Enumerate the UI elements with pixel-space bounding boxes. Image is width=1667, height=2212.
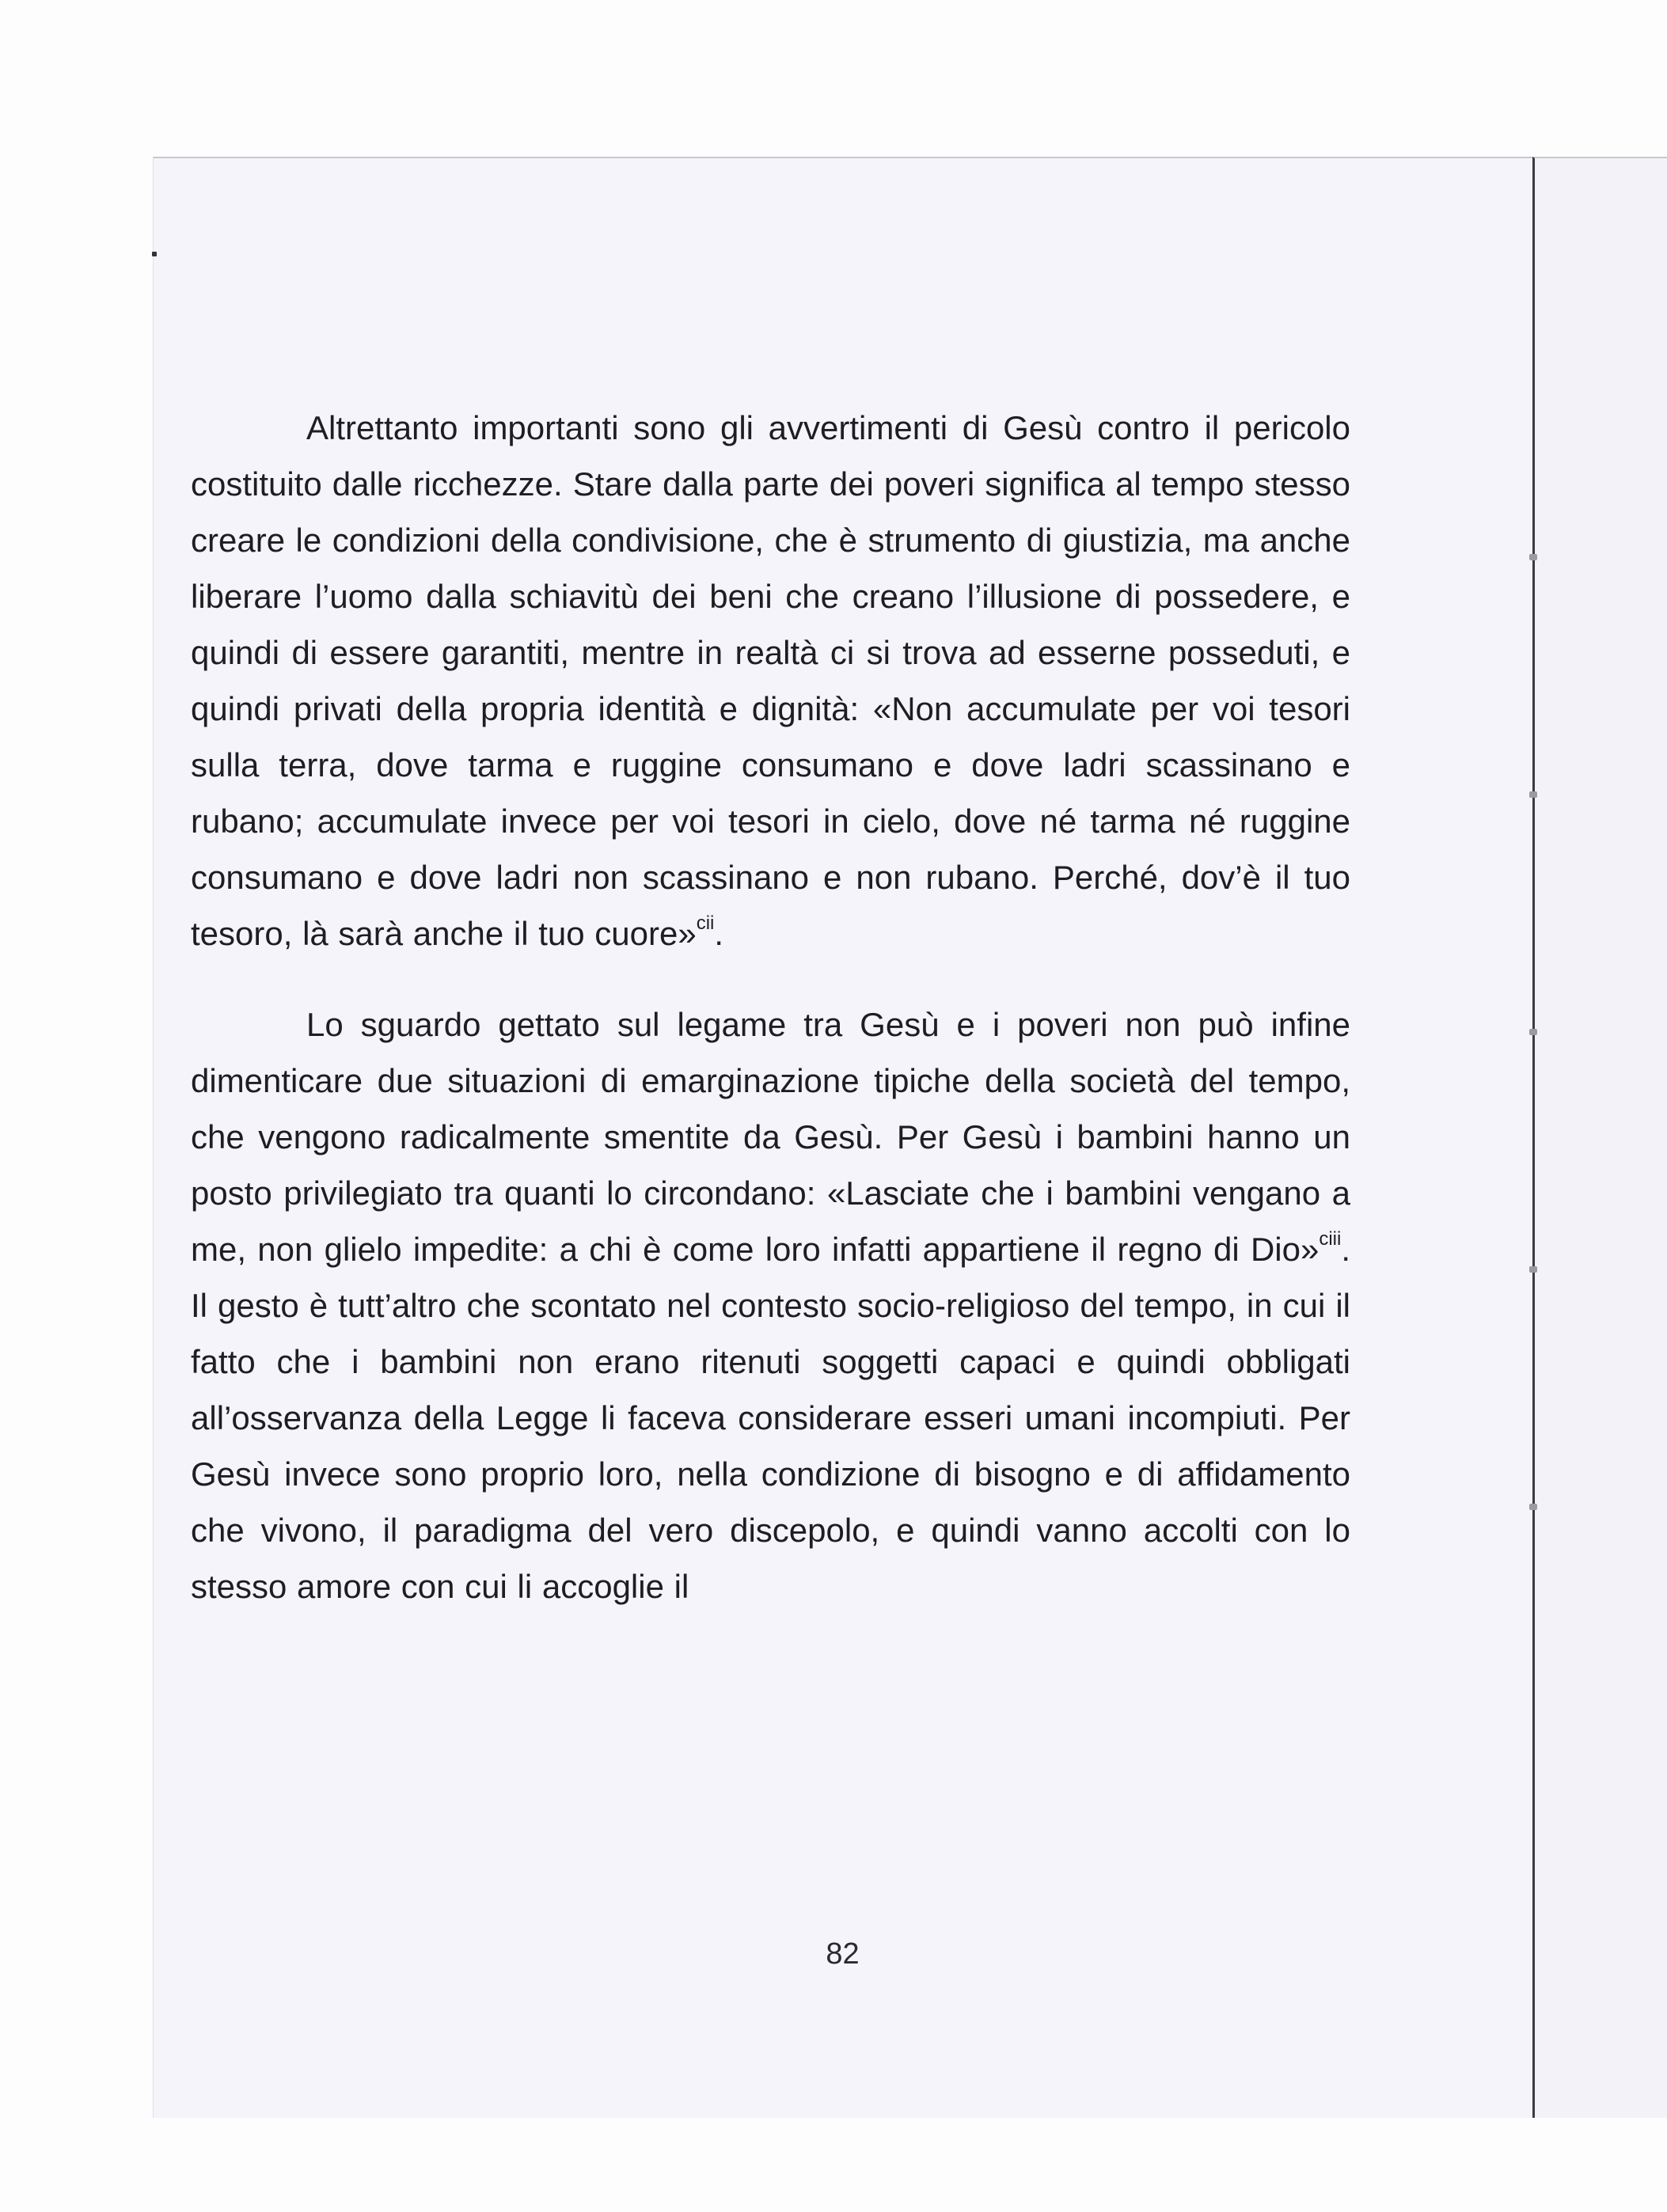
binding-stitch-mark <box>1529 554 1537 560</box>
binding-stitch-mark <box>1529 1504 1537 1510</box>
text-segment: . <box>714 915 724 952</box>
body-text <box>191 400 1350 1614</box>
binding-stitch-mark <box>1529 791 1537 798</box>
binding-stitch-mark <box>1529 1029 1537 1035</box>
text-segment: Lo sguardo gettato sul legame tra Gesù e i poveri non può infine dimenticare due situazioni di emarginazione tipiche della società del tempo, che vengono radicalmente smentite da Gesù. Per Gesù i bambini hanno un posto privilegiato tra quanti lo circondano: «Lasciate che i bambini vengano a me, non glielo impedite: a chi è come loro infatti appartiene il regno di Dio» <box>191 1006 1350 1268</box>
paragraph-children-emargination <box>191 996 1350 1614</box>
scan-dust-mark <box>152 252 157 256</box>
footnote-marker-cii[interactable]: cii <box>696 912 715 934</box>
adjacent-page-edge <box>1532 157 1667 2118</box>
text-segment: . Il gesto è tutt’altro che scontato nel contesto socio-religioso del tempo, in cui il fatto che i bambini non erano ritenuti soggetti capaci e quindi obbligati all’osservanza della Legge li faceva considerare esseri umani incompiuti. Per Gesù invece sono proprio loro, nella condizione di bisogno e di affidamento che vivono, il paradigma del vero discepolo, e quindi vanno accolti con lo stesso amore con cui li accoglie il <box>191 1231 1350 1605</box>
page-number: 82 <box>826 1937 860 1971</box>
paragraph-riches-warning <box>191 400 1350 962</box>
footnote-marker-ciii[interactable]: ciii <box>1319 1228 1342 1250</box>
text-segment: Altrettanto importanti sono gli avvertimenti di Gesù contro il pericolo costituito dalle ricchezze. Stare dalla parte dei poveri significa al tempo stesso creare le condizioni della condivisione, che è strumento di giustizia, ma anche liberare l’uomo dalla schiavitù dei beni che creano l’illusione di possedere, e quindi di essere garantiti, mentre in realtà ci si trova ad esserne posseduti, e quindi privati della propria identità e dignità: «Non accumulate per voi tesori sulla terra, dove tarma e ruggine consumano e dove ladri scassinano e rubano; accumulate invece per voi tesori in cielo, dove né tarma né ruggine consumano e dove ladri non scassinano e non rubano. Perché, dov’è il tuo tesoro, là sarà anche il tuo cuore» <box>191 409 1350 952</box>
binding-stitch-mark <box>1529 1266 1537 1273</box>
